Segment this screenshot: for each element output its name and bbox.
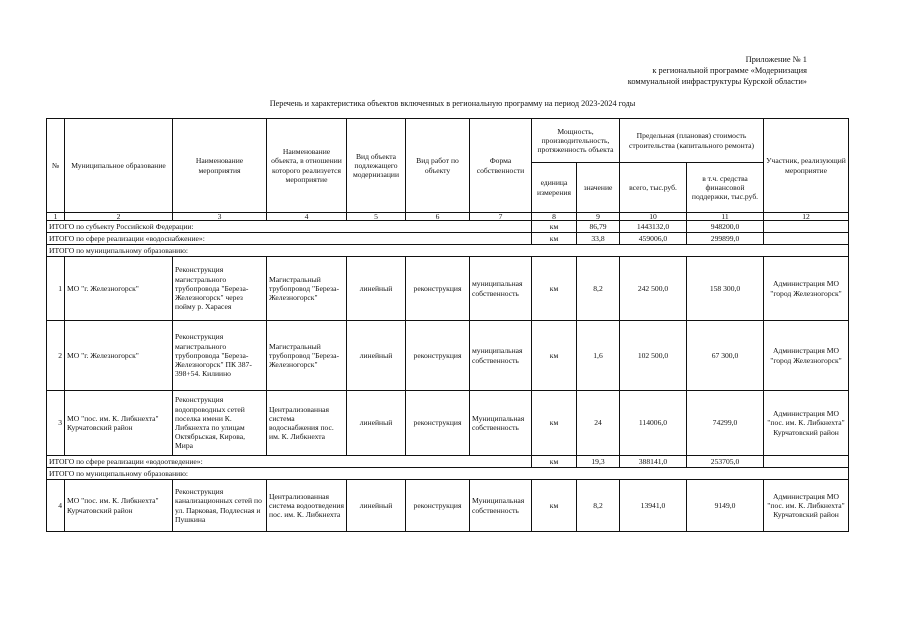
- total-water-disposal-label: ИТОГО по сфере реализации «водоотведение»:: [47, 456, 532, 468]
- row-value: 1,6: [577, 321, 620, 391]
- row-support: 67 300,0: [687, 321, 764, 391]
- header-value: значение: [577, 163, 620, 213]
- row-unit: км: [532, 391, 577, 456]
- total-water-supply-unit: км: [532, 233, 577, 245]
- row-total: 242 500,0: [620, 257, 687, 321]
- total-water-disposal-value: 19,3: [577, 456, 620, 468]
- appendix-header: [507, 54, 807, 87]
- row-total: 13941,0: [620, 480, 687, 532]
- total-subject-value: 86,79: [577, 221, 620, 233]
- row-object-type: линейный: [347, 480, 406, 532]
- appendix-line-1: Приложение № 1: [745, 55, 807, 64]
- total-water-disposal-support: 253705,0: [687, 456, 764, 468]
- row-object-type: линейный: [347, 321, 406, 391]
- header-capacity: Мощность, производительность, протяженность объекта: [532, 119, 620, 163]
- row-support: 9149,0: [687, 480, 764, 532]
- total-water-supply-support: 299899,0: [687, 233, 764, 245]
- document-title: Перечень и характеристика объектов включенных в региональную программу на период 2023-2024 годы: [269, 99, 636, 108]
- row-participant: Администрация МО "город Железногорск": [764, 257, 849, 321]
- total-subject-support: 948200,0: [687, 221, 764, 233]
- row-object-name: Магистральный трубопровод "Береза-Железногорск": [267, 257, 347, 321]
- colnum: 8: [532, 213, 577, 221]
- header-object-name: Наименование объекта, в отношении которого реализуется мероприятие: [267, 119, 347, 213]
- total-water-disposal-total: 388141,0: [620, 456, 687, 468]
- header-participant: Участник, реализующий мероприятие: [764, 119, 849, 213]
- table-row: [47, 391, 849, 456]
- row-event: Реконструкция магистрального трубопровода "Береза-Железногорск" ПК 387-398+54. Килиино: [173, 321, 267, 391]
- row-value: 8,2: [577, 480, 620, 532]
- row-participant: Администрация МО "пос. им. К. Либкнехта" Курчатовский район: [764, 391, 849, 456]
- column-numbers-row: [47, 213, 849, 221]
- total-municipal-label: ИТОГО по муниципальному образованию:: [47, 468, 849, 480]
- row-ownership: муниципальная собственность: [470, 321, 532, 391]
- total-municipal-label: ИТОГО по муниципальному образованию:: [47, 245, 849, 257]
- empty-cell: [764, 221, 849, 233]
- total-municipal-row: [47, 245, 849, 257]
- total-municipal-row: [47, 468, 849, 480]
- row-object-type: линейный: [347, 391, 406, 456]
- row-unit: км: [532, 480, 577, 532]
- row-ownership: Муниципальная собственность: [470, 391, 532, 456]
- total-subject-row: [47, 221, 849, 233]
- row-work-type: реконструкция: [406, 257, 470, 321]
- row-participant: Администрация МО "пос. им. К. Либкнехта" Курчатовский район: [764, 480, 849, 532]
- table-row: [47, 321, 849, 391]
- row-event: Реконструкция канализационных сетей по ул. Парковая, Подлесная и Пушкина: [173, 480, 267, 532]
- row-value: 8,2: [577, 257, 620, 321]
- row-value: 24: [577, 391, 620, 456]
- row-unit: км: [532, 257, 577, 321]
- row-participant: Администрация МО "город Железногорск": [764, 321, 849, 391]
- header-num: №: [47, 119, 65, 213]
- colnum: 12: [764, 213, 849, 221]
- colnum: 2: [65, 213, 173, 221]
- total-water-supply-value: 33,8: [577, 233, 620, 245]
- row-ownership: муниципальная собственность: [470, 257, 532, 321]
- total-subject-total: 1443132,0: [620, 221, 687, 233]
- colnum: 10: [620, 213, 687, 221]
- row-work-type: реконструкция: [406, 391, 470, 456]
- header-ownership: Форма собственности: [470, 119, 532, 213]
- colnum: 11: [687, 213, 764, 221]
- row-num: 1: [47, 257, 65, 321]
- total-water-disposal-row: [47, 456, 849, 468]
- row-num: 2: [47, 321, 65, 391]
- row-municipality: МО "г. Железногорск": [65, 257, 173, 321]
- colnum: 1: [47, 213, 65, 221]
- header-municipality: Муниципальное образование: [65, 119, 173, 213]
- row-support: 158 300,0: [687, 257, 764, 321]
- header-row-1: [47, 119, 849, 163]
- colnum: 6: [406, 213, 470, 221]
- row-work-type: реконструкция: [406, 321, 470, 391]
- colnum: 4: [267, 213, 347, 221]
- header-event: Наименование мероприятия: [173, 119, 267, 213]
- header-unit: единица измерения: [532, 163, 577, 213]
- row-event: Реконструкция магистрального трубопровода "Береза-Железногорск" через пойму р. Харасея: [173, 257, 267, 321]
- table-row: [47, 480, 849, 532]
- row-num: 3: [47, 391, 65, 456]
- header-support: в т.ч. средства финансовой поддержки, тыс.руб.: [687, 163, 764, 213]
- colnum: 5: [347, 213, 406, 221]
- row-ownership: Муниципальная собственность: [470, 480, 532, 532]
- row-municipality: МО "г. Железногорск": [65, 321, 173, 391]
- total-water-supply-total: 459006,0: [620, 233, 687, 245]
- colnum: 3: [173, 213, 267, 221]
- row-municipality: МО "пос. им. К. Либкнехта" Курчатовский район: [65, 480, 173, 532]
- row-total: 114006,0: [620, 391, 687, 456]
- total-subject-label: ИТОГО по субъекту Российской Федерации:: [47, 221, 532, 233]
- header-work-type: Вид работ по объекту: [406, 119, 470, 213]
- row-object-name: Магистральный трубопровод "Береза-Железногорск": [267, 321, 347, 391]
- row-object-name: Централизованная система водоотведения пос. им. К. Либкнехта: [267, 480, 347, 532]
- objects-table: [46, 118, 849, 532]
- empty-cell: [764, 456, 849, 468]
- row-municipality: МО "пос. им. К. Либкнехта" Курчатовский район: [65, 391, 173, 456]
- total-water-disposal-unit: км: [532, 456, 577, 468]
- total-water-supply-row: [47, 233, 849, 245]
- row-object-name: Централизованная система водоснабжения пос. им. К. Либкнехта: [267, 391, 347, 456]
- row-object-type: линейный: [347, 257, 406, 321]
- total-water-supply-label: ИТОГО по сфере реализации «водоснабжение»:: [47, 233, 532, 245]
- header-cost: Предельная (плановая) стоимость строительства (капитального ремонта): [620, 119, 764, 163]
- colnum: 7: [470, 213, 532, 221]
- total-subject-unit: км: [532, 221, 577, 233]
- header-total: всего, тыс.руб.: [620, 163, 687, 213]
- row-num: 4: [47, 480, 65, 532]
- row-work-type: реконструкция: [406, 480, 470, 532]
- row-event: Реконструкция водопроводных сетей поселка имени К. Либкнехта по улицам Октябрьская, Кирова, Мира: [173, 391, 267, 456]
- colnum: 9: [577, 213, 620, 221]
- appendix-line-2: к региональной программе «Модернизация: [652, 66, 807, 75]
- row-unit: км: [532, 321, 577, 391]
- header-object-type: Вид объекта подлежащего модернизации: [347, 119, 406, 213]
- empty-cell: [764, 233, 849, 245]
- row-total: 102 500,0: [620, 321, 687, 391]
- table-row: [47, 257, 849, 321]
- appendix-line-3: коммунальной инфраструктуры Курской области»: [627, 77, 807, 86]
- row-support: 74299,0: [687, 391, 764, 456]
